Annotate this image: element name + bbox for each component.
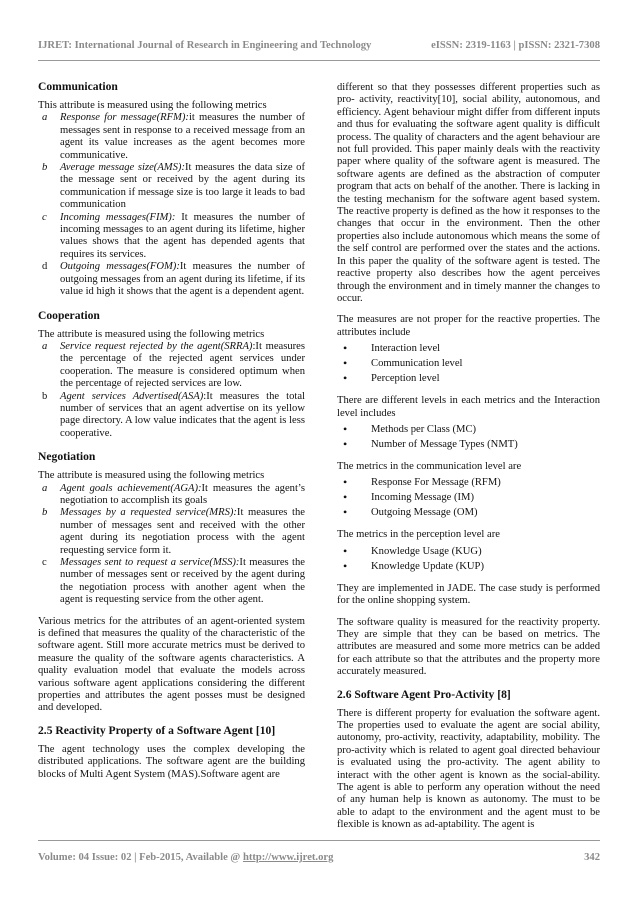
list-item: • Incoming Message (IM) xyxy=(337,490,600,505)
paragraph: The measures are not proper for the reactive properties. The attributes include xyxy=(337,314,600,338)
heading-cooperation: Cooperation xyxy=(38,308,100,322)
list-item: • Communication level xyxy=(337,356,600,371)
paragraph: The metrics in the communication level are xyxy=(337,460,522,472)
negotiation-intro: The attribute is measured using the following metrics xyxy=(38,470,265,482)
list-item: a Service request rejected by the agent(SRRA):It measures the percentage of the rejected agent services under cooperation. The measure is considered optimum when the percentage of rejected services are low. xyxy=(42,340,306,390)
heading-negotiation: Negotiation xyxy=(38,450,96,464)
attribute-list xyxy=(337,341,600,386)
list-item: c Incoming messages(FIM): It measures the number of incoming messages to an agent during its lifetime, higher values shows that the agent has depended agents that requires its services. xyxy=(42,211,305,260)
heading-communication: Communication xyxy=(38,80,118,93)
list-item: a Response for message(RFM):it measures the number of messages sent in response to a received message from an agent its value increases as the agent becomes more communicative. xyxy=(42,112,305,161)
interaction-metric-list xyxy=(337,422,600,452)
footer-rule xyxy=(38,840,600,841)
list-item: • Outgoing Message (OM) xyxy=(337,505,600,520)
header-rule xyxy=(38,60,600,61)
list-item: d Outgoing messages(FOM):It measures the number of outgoing messages from an agent during its lifetime, if its value id high it shows that the agent is a dependent agent. xyxy=(42,261,306,298)
list-item: b Average message size(AMS):It measures the data size of the message sent or received by the agent during its communication if message size is too large it leads to bad communication xyxy=(42,162,306,211)
paragraph: The software quality is measured for the reactivity property. They are simple that they can be based on metrics. The attributes are measured and some more metrics can be added for each attribute so that the attributes and the property more accurately measured. xyxy=(337,616,600,678)
perception-metric-list xyxy=(337,544,600,574)
paragraph: The metrics in the perception level are xyxy=(337,529,500,541)
list-item: • Number of Message Types (NMT) xyxy=(337,437,600,452)
communication-list xyxy=(38,112,305,298)
list-item: b Agent services Advertised(ASA):It measures the total number of services that an agent advertise on its yellow page directory. A low value indicates that the agent is less cooperative. xyxy=(42,390,305,439)
list-item: a Agent goals achievement(AGA):It measures the agent’s negotiation to accomplish its goals xyxy=(42,482,305,506)
heading-section-2-5: 2.5 Reactivity Property of a Software Agent [10] xyxy=(38,723,276,737)
journal-title: IJRET: International Journal of Research in Engineering and Technology xyxy=(38,40,372,51)
section-2-5-text: The agent technology uses the complex developing the distributed applications. The software agent are the building blocks of Multi Agent System (MAS).Software agent are xyxy=(38,743,305,780)
list-item: • Interaction level xyxy=(337,341,600,356)
journal-link[interactable]: http://www.ijret.org xyxy=(242,852,334,863)
list-item: • Knowledge Update (KUP) xyxy=(337,559,600,574)
running-header xyxy=(38,40,600,56)
page-number: 342 xyxy=(584,852,600,863)
list-item: c Messages sent to request a service(MSS):It measures the number of messages sent or received by the agent during the negotiation process with another agent when the agent is requesting service from the other agent. xyxy=(42,557,305,606)
volume-info: Volume: 04 Issue: 02 | Feb-2015, Available @ http://www.ijret.org xyxy=(38,852,334,863)
communication-intro: This attribute is measured using the following metrics xyxy=(38,100,267,111)
running-footer xyxy=(38,852,600,868)
list-item: • Methods per Class (MC) xyxy=(337,422,600,437)
heading-section-2-6: 2.6 Software Agent Pro-Activity [8] xyxy=(337,687,511,701)
paragraph: There are different levels in each metrics and the Interaction level includes xyxy=(337,395,600,419)
list-item: b Messages by a requested service(MRS):It measures the number of messages sent and received with the other agent during its negotiation process with the agent requesting service form it. xyxy=(42,507,305,556)
negotiation-list xyxy=(38,483,305,607)
list-item: • Response For Message (RFM) xyxy=(337,475,600,490)
list-item: • Knowledge Usage (KUG) xyxy=(337,544,600,559)
summary-paragraph: Various metrics for the attributes of an agent-oriented system is defined that measures the quality of the characteristic of the software agent. Still more accurate metrics must be derived to measure the quality of the software agents characteristics. A quality evaluation model that evaluate the models across various software agent applications considering the different properties and attributes the agent posses must be designed and developed. xyxy=(38,615,305,714)
list-item: • Perception level xyxy=(337,371,600,386)
right-column xyxy=(337,82,600,841)
section-2-6-text: There is different property for evaluation the software agent. The properties used to evaluate the agent are social ability, autonomy, pro-activity, reactivity, adaptability, mobility. The pro-activity which is related to agent goal directed behaviour is evaluated using the pro-activity. The agent ability to interact with the other agent is known as the social-ability. The agent is able to perform any operation without the need of any human help is known as autonomy. The must to be able to adapt to the environment and the agent must to be flexible is known as ad-aptability. The agent is xyxy=(337,707,600,831)
cooperation-intro: The attribute is measured using the following metrics xyxy=(38,328,265,340)
issn: eISSN: 2319-1163 | pISSN: 2321-7308 xyxy=(431,40,600,51)
left-column xyxy=(38,80,305,790)
communication-metric-list xyxy=(337,475,600,520)
cooperation-list xyxy=(38,341,305,440)
paragraph: They are implemented in JADE. The case study is performed for the online shopping system. xyxy=(337,582,600,607)
paragraph: different so that they possesses different properties such as pro- activity, reactivity[10], social ability, autonomous, and efficiency. Agent behaviour might differ from different inputs and thus for evaluating the software agent quality is difficult process. The quality of characters and the agent behaviour are not full provided. This paper mainly deals with the reactivity paper where quality of the software agent is measured. The software agents are defined as the abstraction of computer program that acts on behalf of the another. There is lacking in the testing mechanism for the software agent based system. The reactive property is defined as the how it responses to the changes that occur in the environment. Then the other properties also include autonomous which means the some of the self control are performed over the states and the actions. In this paper the quality of the software agent is tested. The reactive property also describes how the agent perceives through the environment and in timely manner the changes to occur. xyxy=(337,82,600,304)
